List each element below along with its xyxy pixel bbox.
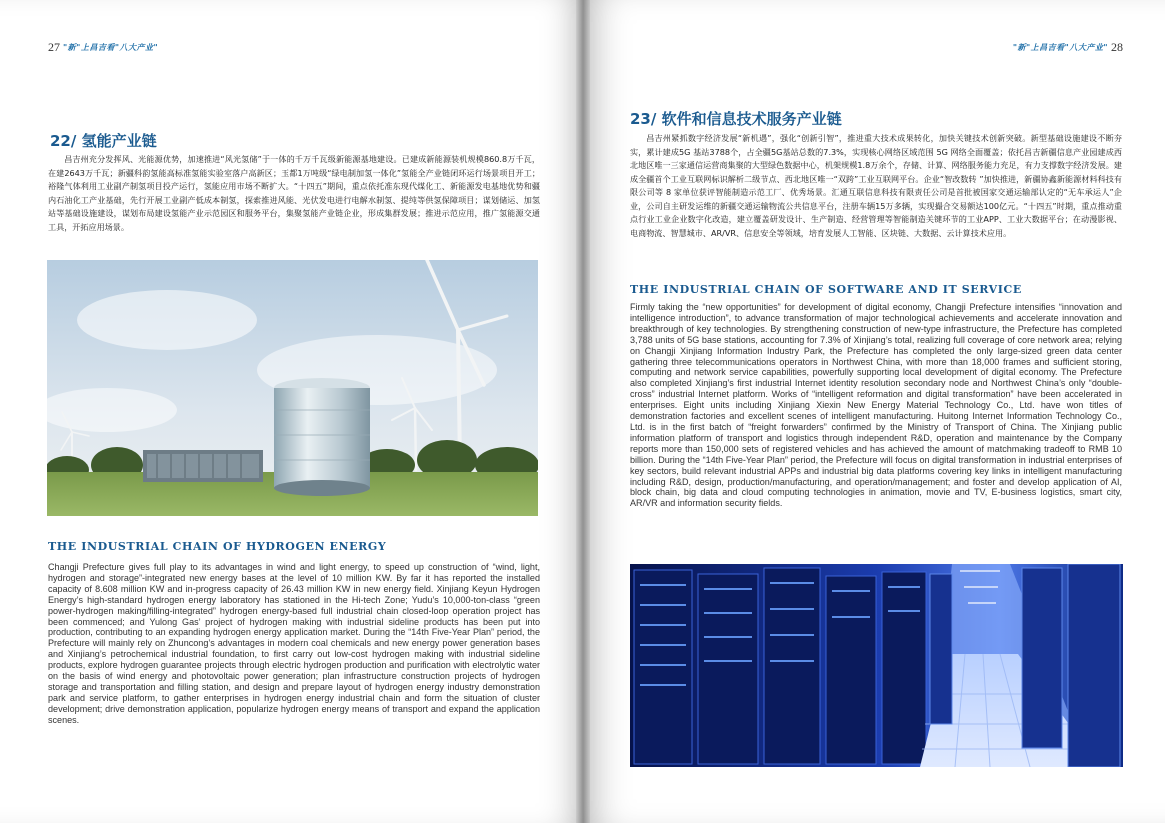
software-cn-heading: 23/ 软件和信息技术服务产业链 xyxy=(630,110,842,128)
right-page-number: 28 xyxy=(1111,40,1123,54)
right-page-header xyxy=(1013,40,1123,55)
hydrogen-cn-body: 昌吉州充分发挥风、光能源优势，加速推进“风光氢储”于一体的千万千瓦级新能源基地建设。已建成新能源装机规模860.8万千瓦，在建2643万千瓦；新疆科韵氢能高标准氢能实验室落户高新区；玉都1万吨级“绿电制加氢一体化”氢能全产业链闭环运行场景项目开工；裕隆气体利用工业副产制氢项目投产运行，氢能应用市场不断扩大。“十四五”期间，重点依托准东现代煤化工、新能源发电基地优势和疆内石油化工产业基础，先行开展工业副产低成本制氢，探索推进风能、光伏发电进行电解水制氢、提纯等供氢保障项目；谋划储运、加氢站等基础设施建设，谋划布局建设氢能产业示范园区和服务平台，集聚氢能产业链企业，形成集群发展；推进示范应用，推广氢能源交通工具，开拓应用场景。 xyxy=(48,154,540,232)
left-page-header xyxy=(48,40,158,55)
software-cn-body: 昌吉州紧抓数字经济发展“新机遇”，强化“创新引智”，推进重大技术成果转化，加快关键技术创新突破。新型基础设施建设不断夯实，累计建成5G 基站3788个，占全疆5G基站总数的7.3%，实现核心网络区域范围 5G 网络全面覆盖；依托昌吉新疆信息产业园建成西北地区唯一三家通信运营商集聚的大型绿色数据中心，机架规模1.8万余个，存储、计算、网络服务能力充足，有力支撑数字经济发展。建成全疆首个工业互联网标识解析二级节点、西北地区唯一“双跨”工业互联网平台。企业“智改数转 ”加快推进，新疆协鑫新能源材料科技有限公司等 8 家单位获评智能制造示范工厂、优秀场景。汇通互联信息科技有限责任公司是首批被国家交通运输部认定的“无车承运人”企业，公司自主研发运维的新疆交通运输物流公共信息平台，注册车辆15万多辆，实现撮合交易额达100亿元。“十四五”时期，重点推动重点行业工业企业数字化改造，建立覆盖研发设计、生产制造、经营管理等智能制造关键环节的工业APP、工业大数据平台；在动漫影视、电商物流、智慧城市、AR/VR、信息安全等领域，培育发展人工智能、区块链、大数据、云计算技术应用。 xyxy=(630,133,1122,238)
page-gutter xyxy=(576,0,590,823)
left-page-number: 27 xyxy=(48,40,60,54)
right-page xyxy=(583,0,1165,823)
right-header-brand: "新"上昌吉看"八大产业" xyxy=(1012,43,1108,52)
hydrogen-cn-heading: 22/ 氢能产业链 xyxy=(50,132,157,150)
hydrogen-photo xyxy=(47,260,538,516)
datacenter-photo xyxy=(630,564,1123,767)
hydrogen-en-heading: THE INDUSTRIAL CHAIN OF HYDROGEN ENERGY xyxy=(48,540,387,553)
left-header-brand: "新"上昌吉看"八大产业" xyxy=(63,43,159,52)
wind-turbines-hydrogen-tank-image xyxy=(47,260,538,516)
software-en-heading: THE INDUSTRIAL CHAIN OF SOFTWARE AND IT SERVICE xyxy=(630,283,1022,296)
server-room-corridor-image xyxy=(630,564,1123,767)
hydrogen-en-body: Changji Prefecture gives full play to its advantages in wind and light energy, to speed up construction of “wind, light, hydrogen and storage”-integrated new energy bases at the level of 10 million KW. By far it has reported the installed capacity of 8.608 million KW and in-progress capacity of 26.43 million KW in new energy field. Xinjiang Keyun Hydrogen Energy’s high-standard hydrogen energy laboratory has stationed in the Hi-tech Zone; Yudu’s 10,000-ton-class “green power-hydrogen making/filling-integrated” hydrogen energy-based full industrial chain closed-loop operation project has been commenced; and Yulong Gas’ project of hydrogen making with industrial sideline products has been put into production, contributing to an expanding hydrogen energy application market. During the “14th Five-Year Plan” period, the Prefecture will mainly rely on Zhuncong’s advantages in modern coal chemicals and new energy power generation bases and Xinjiang’s petrochemical industrial foundation, to first carry out low-cost hydrogen making with industrial sideline products, explore hydrogen guarantee projects through electric hydrogen production and purification with electrolytic water on the basis of wind energy and photovoltaic power generation; plan infrastructure construction projects of hydrogen storage and transportation and filling station, and design and prepare layout of hydrogen energy industry demonstration park and service platform, to gather enterprises in hydrogen energy industrial chain and form the situation of cluster development; drive demonstration application, popularize hydrogen energy means of transport and expand the application scenes. xyxy=(48,562,540,725)
software-en-body: Firmly taking the “new opportunities” for development of digital economy, Changji Prefecture intensifies “innovation and intelligence introduction”, to advance transformation of major technological achievements and accelerate innovation and breakthrough of key technologies. By strengthening construction of new-type infrastructure, the Prefecture has completed 3,788 units of 5G base stations, accounting for 7.3% of Xinjiang’s total, realizing full coverage of core network area; relying on Changji Xinjiang Information Industry Park, the Prefecture has completed the only large-sized green data center gathering three telecommunications operators in Northwest China, with more than 18,000 frames and sufficient storing, computing and network service capabilities, powerfully supporting local development of digital economy. The Prefecture also completed Xinjiang’s first industrial Internet identity resolution secondary node and Northwest China’s only “double-cross” industrial Internet platform. Works of “intelligent reformation and digital transformation” have been accelerated in enterprises. Eight units including Xinjiang Xiexin New Energy Material Technology Co., Ltd. have won titles of demonstration factories and excellent scenes of intelligent manufacturing. Huitong Internet Information Technology Co., Ltd. is in the first batch of “freight forwarders” confirmed by the Ministry of Transport of China. The Xinjiang public information platform of transport and logistics through independent R&D, operation and maintenance by the Company reports more than 150,000 sets of registered vehicles and has achieved the amount of matchmaking tradeoff to RMB 10 billion. During the “14th Five-Year Plan” period, the Prefecture will focus on digital transformation in industrial enterprises of key sectors, build relevant industrial APPs and industrial big data platforms covering key links in intelligent manufacturing including R&D, design, production/manufacturing, and operation/management; and foster and develop application of AI, block chain, big data and cloud computing technologies in animation, movie and TV, E-business logistics, smart city, AR/VR and information security fields. xyxy=(630,302,1122,509)
